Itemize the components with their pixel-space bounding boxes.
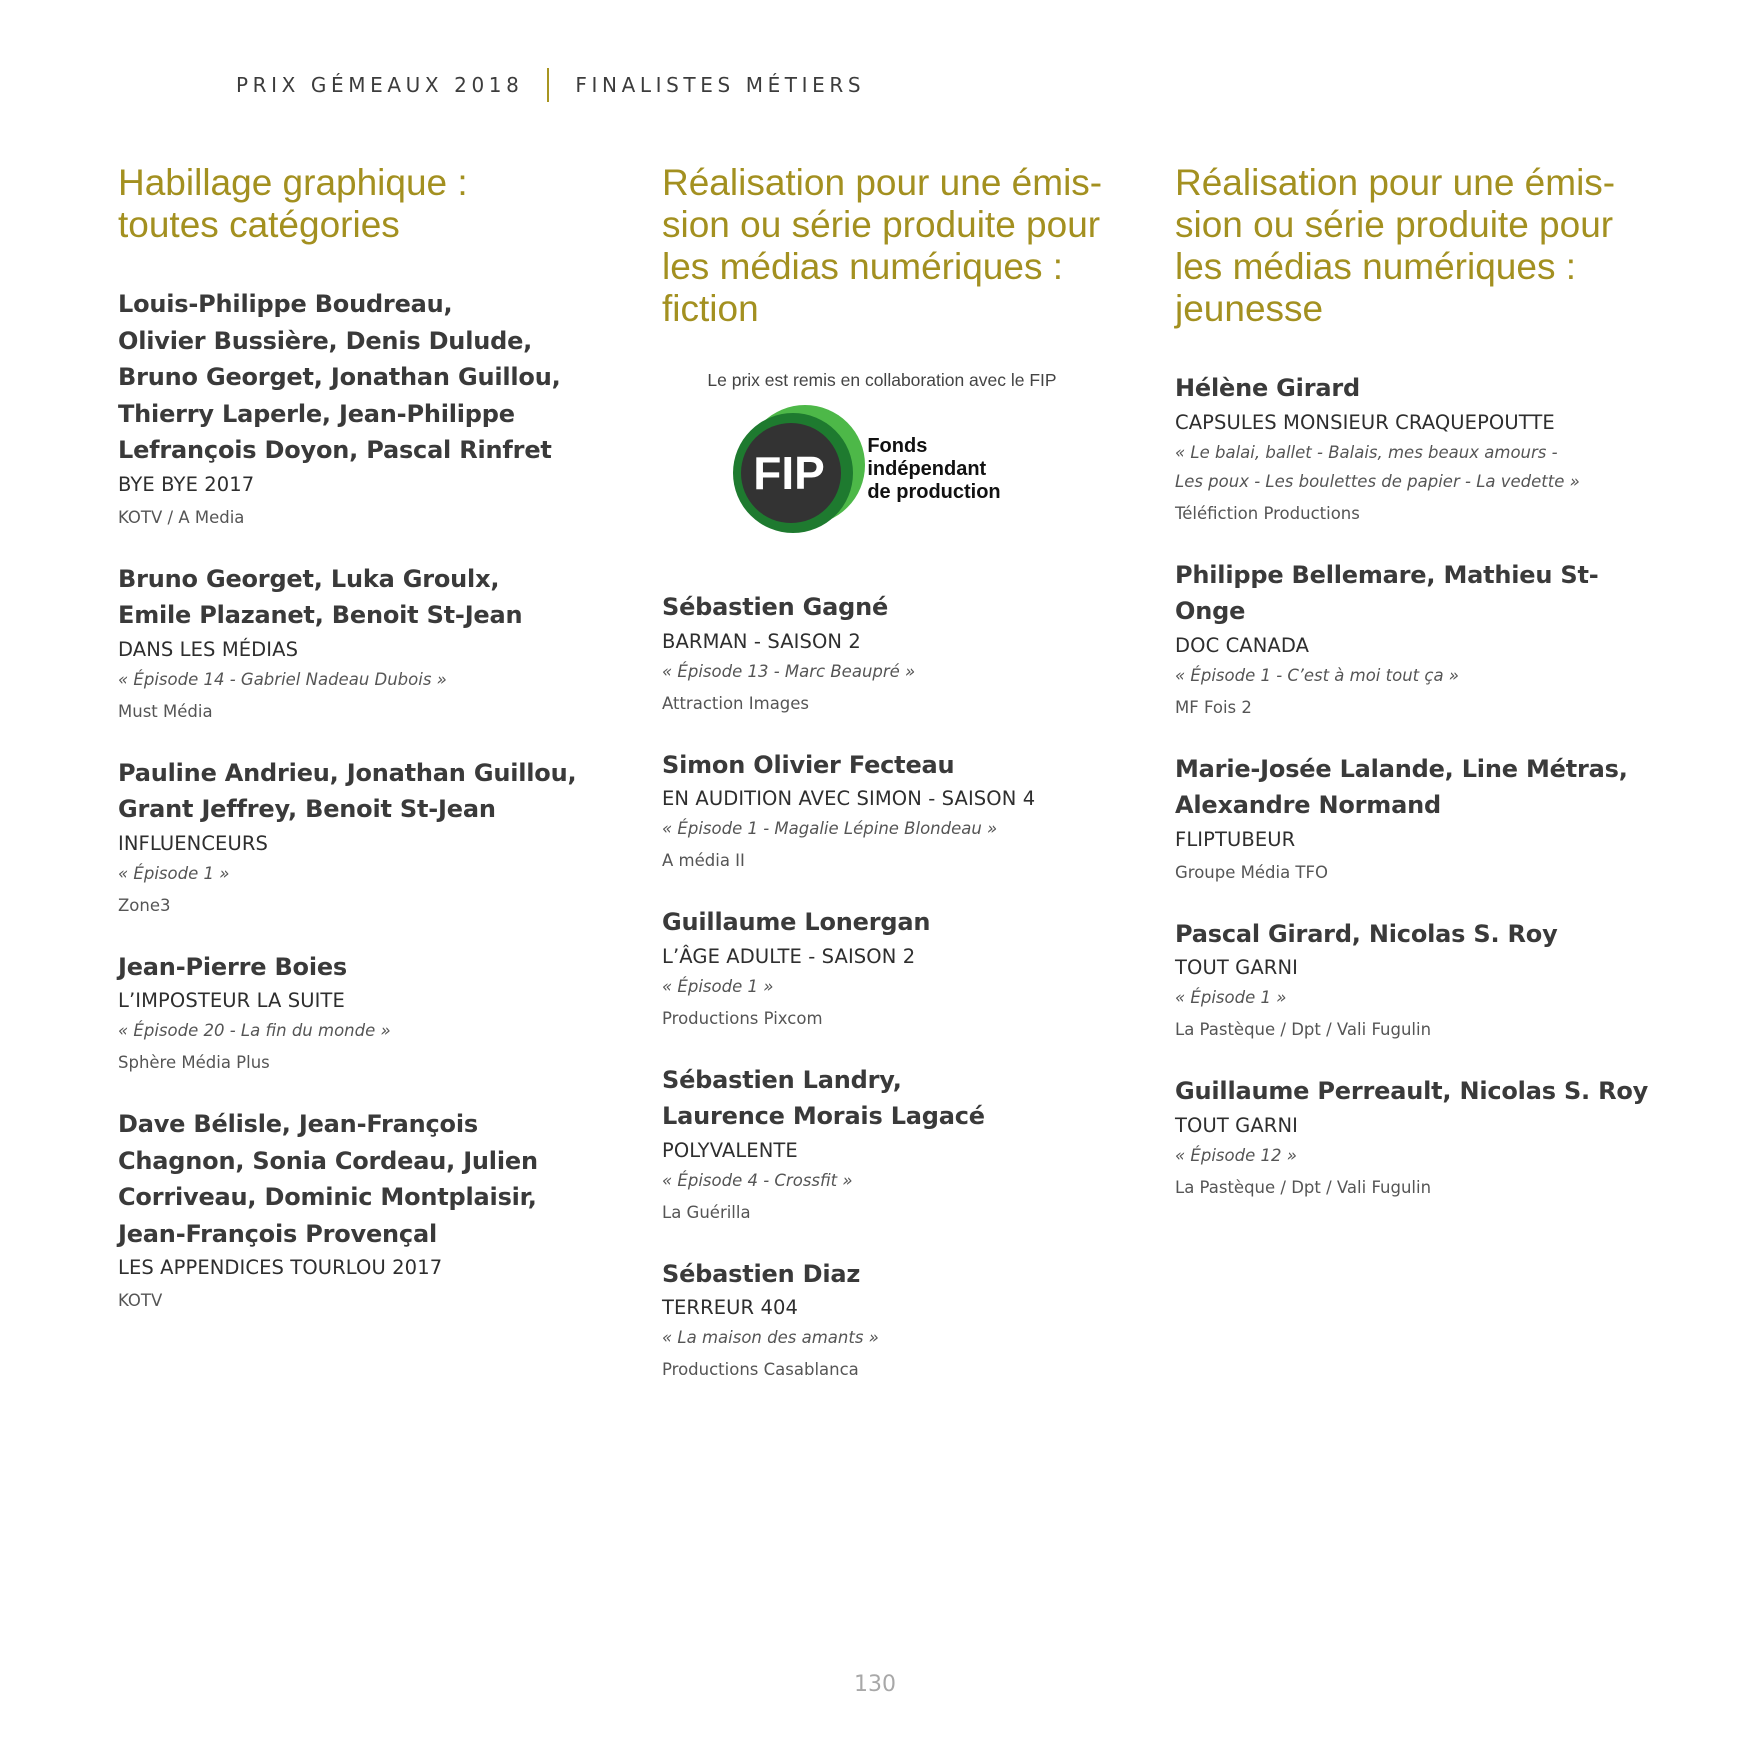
finalist-entry: [662, 1062, 1132, 1228]
show-title: BARMAN - SAISON 2: [662, 629, 861, 653]
fip-wordmark-line: indépendant: [867, 457, 987, 480]
fip-logo: [662, 401, 1062, 537]
header-separator: [547, 68, 549, 102]
finalist-entry: [1175, 1073, 1665, 1203]
header-section: FINALISTES MÉTIERS: [575, 73, 866, 97]
category-column-1: [118, 162, 598, 1344]
episode: « Épisode 1 »: [662, 976, 774, 996]
producer: Téléfiction Productions: [1175, 503, 1360, 523]
finalist-entry: [1175, 557, 1665, 723]
show-title: BYE BYE 2017: [118, 472, 255, 496]
fip-logo-letters: FIP: [753, 447, 826, 499]
producer: KOTV / A Media: [118, 507, 245, 527]
show-title: L’IMPOSTEUR LA SUITE: [118, 989, 345, 1012]
episode: « Épisode 1 »: [118, 863, 230, 883]
finalist-entry: [662, 589, 1132, 719]
producer: Groupe Média TFO: [1175, 862, 1328, 882]
producer: Productions Pixcom: [662, 1008, 823, 1028]
finalist-names: Hélène Girard: [1175, 374, 1360, 402]
category-column-3: [1175, 162, 1665, 1231]
category-title: Réalisation pour une émis- sion ou série produite pour les médias numériques : jeunesse: [1175, 162, 1616, 329]
finalist-entry: [118, 286, 598, 533]
show-title: INFLUENCEURS: [118, 831, 268, 855]
finalist-entry: [1175, 751, 1665, 888]
show-title: TERREUR 404: [662, 1296, 798, 1319]
producer: Zone3: [118, 895, 171, 915]
finalist-names: Bruno Georget, Luka Groulx, Emile Plazanet, Benoit St-Jean: [118, 564, 523, 629]
finalist-names: Dave Bélisle, Jean-François Chagnon, Sonia Cordeau, Julien Corriveau, Dominic Montplaisir, Jean-François Provençal: [118, 1110, 538, 1248]
category-title: Réalisation pour une émis- sion ou série produite pour les médias numériques : fiction: [662, 162, 1103, 329]
finalist-entry: [118, 949, 598, 1079]
finalist-names: Guillaume Lonergan: [662, 908, 931, 936]
finalist-entry: [662, 747, 1132, 877]
producer: La Pastèque / Dpt / Vali Fugulin: [1175, 1177, 1432, 1197]
page-header: [236, 68, 865, 102]
episode: « Épisode 1 »: [1175, 988, 1287, 1007]
finalist-names: Simon Olivier Fecteau: [662, 750, 955, 779]
episode: « Épisode 12 »: [1175, 1145, 1297, 1165]
show-title: LES APPENDICES TOURLOU 2017: [118, 1256, 443, 1279]
finalist-entry: [118, 1106, 598, 1316]
episode: « Épisode 1 - Magalie Lépine Blondeau »: [662, 819, 998, 838]
sponsor-note: Le prix est remis en collaboration avec le FIP: [707, 370, 1057, 390]
show-title: EN AUDITION AVEC SIMON - SAISON 4: [662, 787, 1036, 810]
fip-logo-icon: [723, 401, 873, 537]
finalist-names: Louis-Philippe Boudreau, Olivier Bussière, Denis Dulude, Bruno Georget, Jonathan Guillou, Thierry Laperle, Jean-Philippe Lefrançois Doyon, Pascal Rinfret: [118, 290, 561, 464]
producer: Attraction Images: [662, 693, 810, 713]
producer: Productions Casablanca: [662, 1360, 859, 1379]
episode: « Épisode 14 - Gabriel Nadeau Dubois »: [118, 669, 447, 689]
episode: « Épisode 4 - Crossfit »: [662, 1170, 853, 1190]
category-column-2: [662, 162, 1132, 1413]
show-title: CAPSULES MONSIEUR CRAQUEPOUTTE: [1175, 410, 1555, 434]
producer: KOTV: [118, 1291, 163, 1310]
show-title: DANS LES MÉDIAS: [118, 637, 299, 661]
finalist-entry: [662, 904, 1132, 1034]
category-title: Habillage graphique : toutes catégories: [118, 162, 468, 245]
producer: La Guérilla: [662, 1202, 751, 1222]
fip-wordmark-line: de production: [867, 480, 1001, 503]
finalist-entry: [662, 1256, 1132, 1386]
episode: « La maison des amants »: [662, 1328, 879, 1347]
finalist-names: Philippe Bellemare, Mathieu St-Onge: [1175, 560, 1599, 625]
episode: « Épisode 20 - La fin du monde »: [118, 1021, 391, 1040]
producer: MF Fois 2: [1175, 697, 1252, 717]
fip-wordmark: [867, 435, 1000, 504]
finalist-names: Pascal Girard, Nicolas S. Roy: [1175, 919, 1558, 948]
episode: « Épisode 13 - Marc Beaupré »: [662, 661, 916, 681]
finalist-entry: [1175, 916, 1665, 1046]
show-title: DOC CANADA: [1175, 633, 1310, 657]
show-title: TOUT GARNI: [1175, 956, 1298, 979]
finalist-names: Sébastien Gagné: [662, 593, 889, 621]
show-title: FLIPTUBEUR: [1175, 827, 1296, 851]
episode: « Épisode 1 - C’est à moi tout ça »: [1175, 665, 1459, 685]
show-title: POLYVALENTE: [662, 1138, 798, 1162]
finalist-entry: [1175, 370, 1665, 529]
producer: La Pastèque / Dpt / Vali Fugulin: [1175, 1020, 1432, 1039]
show-title: L’ÂGE ADULTE - SAISON 2: [662, 944, 916, 968]
finalist-names: Pauline Andrieu, Jonathan Guillou, Grant Jeffrey, Benoit St-Jean: [118, 758, 577, 823]
finalist-entry: [118, 755, 598, 921]
show-title: TOUT GARNI: [1175, 1113, 1298, 1137]
fip-wordmark-line: Fonds: [867, 434, 928, 457]
sponsor-block: [662, 370, 1102, 537]
finalist-entry: [118, 561, 598, 727]
producer: A média II: [662, 851, 745, 870]
finalist-names: Sébastien Diaz: [662, 1259, 861, 1288]
finalist-names: Jean-Pierre Boies: [118, 952, 348, 981]
producer: Sphère Média Plus: [118, 1053, 270, 1072]
page-number: 130: [854, 1672, 896, 1697]
finalist-names: Guillaume Perreault, Nicolas S. Roy: [1175, 1077, 1649, 1105]
header-title: PRIX GÉMEAUX 2018: [236, 73, 524, 97]
episode: « Le balai, ballet - Balais, mes beaux amours - Les poux - Les boulettes de papier - La vedette »: [1175, 442, 1580, 491]
finalist-names: Sébastien Landry, Laurence Morais Lagacé: [662, 1065, 985, 1130]
finalist-names: Marie-Josée Lalande, Line Métras, Alexandre Normand: [1175, 754, 1628, 819]
producer: Must Média: [118, 701, 213, 721]
